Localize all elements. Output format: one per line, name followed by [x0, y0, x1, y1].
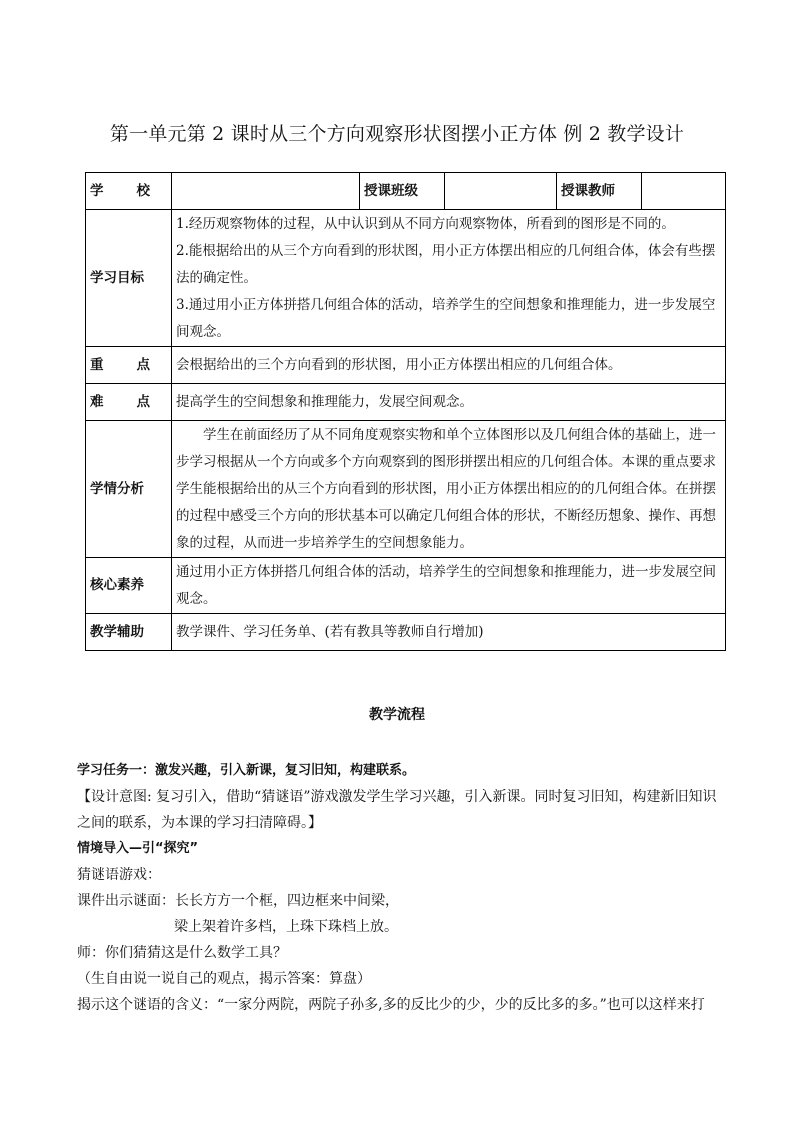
page-title: 第一单元第 2 课时从三个方向观察形状图摆小正方体 例 2 教学设计 [109, 123, 685, 145]
objective-1: 1.经历观察物体的过程，从中认识到从不同方向观察物体，所看到的图形是不同的。 [176, 215, 675, 232]
analysis-content: 学生在前面经历了从不同角度观察实物和单个立体图形以及几何组合体的基础上，进一步学习根据从一个方向或多个方向观察到的图形拼摆出相应的几何组合体。本课的重点要求学生能根据给出的从三个方向看到的形状图，用小正方体摆出相应的的几何组合体。在拼摆的过程中感受三个方向的形状基本可以确定几何组合体的形状，不断经历想象、操作、再想象的过程，从而进一步培养学生的空间想象能力。 [172, 421, 726, 558]
teaching-aids-row [86, 614, 726, 651]
core-literacy-content: 通过用小正方体拼搭几何组合体的活动，培养学生的空间想象和推理能力，进一步发展空间观念。 [172, 558, 726, 614]
riddle-game: 猜谜语游戏： [77, 867, 161, 883]
riddle-line-2: 梁上架着许多档，上珠下珠档上放。 [174, 919, 398, 935]
task1-heading: 学习任务一：激发兴趣，引入新课，复习旧知，构建联系。 [77, 763, 416, 778]
objectives-row [86, 210, 726, 347]
difficulty-content: 提高学生的空间想象和推理能力，发展空间观念。 [172, 384, 726, 421]
difficulty-row [86, 384, 726, 421]
class-value [445, 173, 557, 210]
flow-heading: 教学流程 [369, 707, 425, 723]
objectives-content [172, 210, 726, 347]
teacher-label: 授课教师 [557, 173, 642, 210]
difficulty-label: 难 点 [86, 384, 172, 421]
header-row [86, 173, 726, 210]
core-literacy-row [86, 558, 726, 614]
scene-intro: 情境导入—引“探究” [77, 841, 199, 856]
key-point-content: 会根据给出的三个方向看到的形状图，用小正方体摆出相应的几何组合体。 [172, 347, 726, 384]
key-point-row [86, 347, 726, 384]
flow-body [77, 758, 727, 1018]
analysis-label: 学情分析 [86, 421, 172, 558]
key-point-label: 重 点 [86, 347, 172, 384]
teaching-aids-content: 教学课件、学习任务单、(若有教具等教师自行增加) [172, 614, 726, 651]
class-label: 授课班级 [360, 173, 445, 210]
teacher-question: 师：你们猜猜这是什么数学工具？ [77, 945, 287, 961]
analysis-row [86, 421, 726, 558]
school-label-cell: 学 校 [86, 173, 172, 210]
school-value [172, 173, 360, 210]
riddle-line-1: 课件出示谜面：长长方方一个框，四边框来中间梁， [77, 893, 399, 909]
core-literacy-label: 核心素养 [86, 558, 172, 614]
teaching-aids-label: 教学辅助 [86, 614, 172, 651]
objective-3: 3.通过用小正方体拼搭几何组合体的活动，培养学生的空间想象和推理能力，进一步发展空间观念。 [176, 296, 716, 340]
riddle-answer: （生自由说一说自己的观点，揭示答案：算盘） [77, 971, 371, 987]
design-intent: 【设计意图: 复习引入，借助“猜谜语”游戏激发学生学习兴趣，引入新课。同时复习旧知，构建新旧知识之间的联系，为本课的学习扫清障碍。】 [77, 789, 717, 831]
teacher-value [642, 173, 726, 210]
lesson-info-table [85, 172, 726, 651]
objective-2: 2.能根据给出的从三个方向看到的形状图，用小正方体摆出相应的几何组合体，体会有些摆法的确定性。 [176, 242, 716, 286]
riddle-meaning: 揭示这个谜语的含义：“一家分两院，两院子孙多,多的反比少的少，少的反比多的多。”也可以这样来打 [77, 997, 705, 1013]
objectives-label: 学习目标 [86, 210, 172, 347]
